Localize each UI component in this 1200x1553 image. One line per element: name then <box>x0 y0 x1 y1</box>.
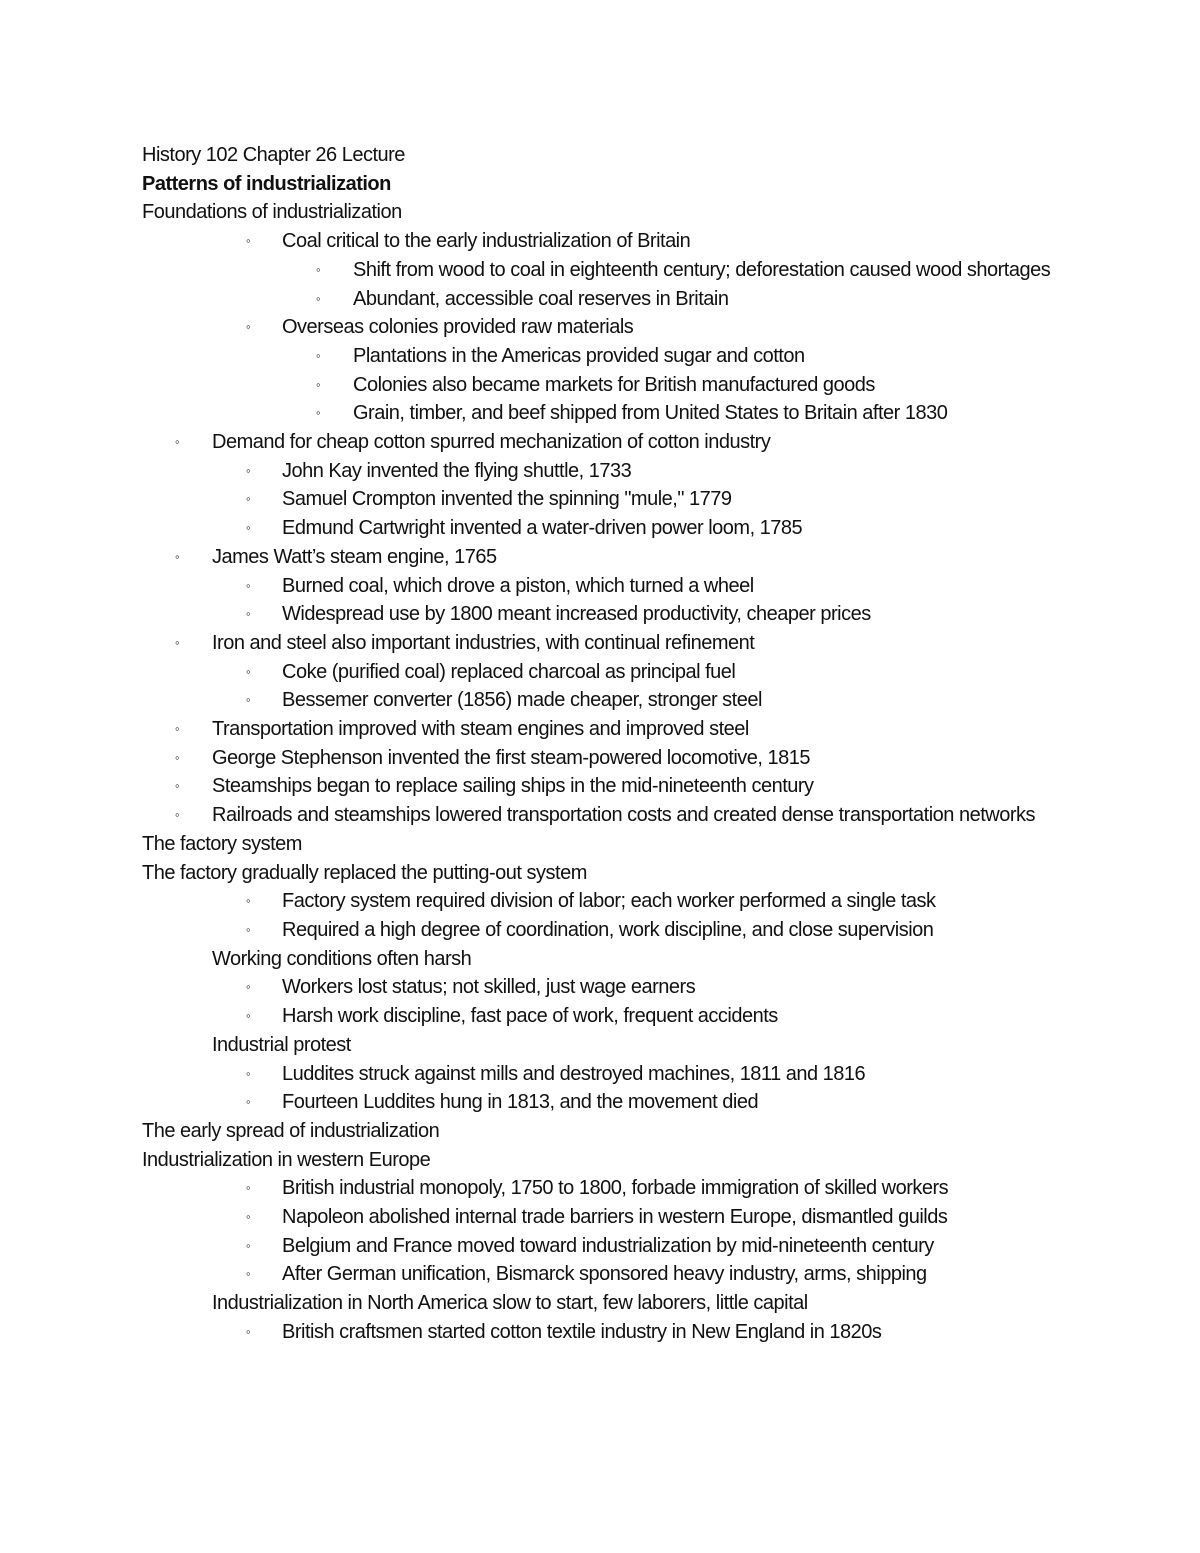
bullet-icon: ◦ <box>246 577 251 593</box>
bullet-icon: ◦ <box>246 1008 251 1024</box>
bullet-icon: ◦ <box>246 1323 251 1339</box>
line-text: Demand for cheap cotton spurred mechanization of cotton industry <box>212 431 771 454</box>
section-heading <box>142 198 1102 227</box>
list-item <box>142 457 1102 486</box>
outline-list <box>142 170 1102 1347</box>
bullet-icon: ◦ <box>246 520 251 536</box>
section-heading <box>142 945 1102 974</box>
bullet-icon: ◦ <box>246 921 251 937</box>
list-item <box>142 313 1102 342</box>
bullet-icon: ◦ <box>246 462 251 478</box>
section-heading <box>142 859 1102 888</box>
list-item <box>142 428 1102 457</box>
line-text: After German unification, Bismarck sponsored heavy industry, arms, shipping <box>282 1263 927 1286</box>
bullet-icon: ◦ <box>246 1209 251 1225</box>
list-item <box>142 1088 1102 1117</box>
bullet-icon: ◦ <box>246 1094 251 1110</box>
bullet-icon: ◦ <box>246 1237 251 1253</box>
line-text: Abundant, accessible coal reserves in Britain <box>353 287 729 310</box>
line-text: The early spread of industrialization <box>142 1119 440 1142</box>
bullet-icon: ◦ <box>246 319 251 335</box>
line-text: Harsh work discipline, fast pace of work, frequent accidents <box>282 1005 778 1028</box>
list-item <box>142 1174 1102 1203</box>
line-text: Railroads and steamships lowered transportation costs and created dense transportation networks <box>212 804 1035 827</box>
bullet-icon: ◦ <box>246 1180 251 1196</box>
line-text: James Watt’s steam engine, 1765 <box>212 545 497 568</box>
line-text: Overseas colonies provided raw materials <box>282 316 634 339</box>
section-heading <box>142 1289 1102 1318</box>
list-item <box>142 801 1102 830</box>
list-item <box>142 342 1102 371</box>
list-item <box>142 1203 1102 1232</box>
line-text: Bessemer converter (1856) made cheaper, stronger steel <box>282 689 762 712</box>
line-text: Samuel Crompton invented the spinning "mule," 1779 <box>282 488 732 511</box>
bullet-icon: ◦ <box>246 233 251 249</box>
line-text: Factory system required division of labor; each worker performed a single task <box>282 890 936 913</box>
bullet-icon: ◦ <box>246 1266 251 1282</box>
line-text: Edmund Cartwright invented a water-driven power loom, 1785 <box>282 517 803 540</box>
line-text: Patterns of industrialization <box>142 172 391 195</box>
bullet-icon: ◦ <box>175 434 180 450</box>
bullet-icon: ◦ <box>175 749 180 765</box>
bullet-icon: ◦ <box>316 290 321 306</box>
document-title: History 102 Chapter 26 Lecture <box>142 144 405 166</box>
line-text: Workers lost status; not skilled, just wage earners <box>282 976 696 999</box>
list-item <box>142 371 1102 400</box>
list-item <box>142 1260 1102 1289</box>
bullet-icon: ◦ <box>175 634 180 650</box>
list-item <box>142 1060 1102 1089</box>
line-text: Belgium and France moved toward industrialization by mid-nineteenth century <box>282 1234 934 1257</box>
list-item <box>142 285 1102 314</box>
bullet-icon: ◦ <box>175 721 180 737</box>
list-item <box>142 686 1102 715</box>
line-text: Foundations of industrialization <box>142 201 402 224</box>
line-text: Plantations in the Americas provided sugar and cotton <box>353 344 805 367</box>
list-item <box>142 256 1102 285</box>
list-item <box>142 916 1102 945</box>
line-text: Colonies also became markets for British manufactured goods <box>353 373 875 396</box>
list-item <box>142 887 1102 916</box>
bullet-icon: ◦ <box>175 548 180 564</box>
bullet-icon: ◦ <box>246 491 251 507</box>
bullet-icon: ◦ <box>246 979 251 995</box>
section-heading <box>142 1117 1102 1146</box>
line-text: Grain, timber, and beef shipped from United States to Britain after 1830 <box>353 402 948 425</box>
line-text: Shift from wood to coal in eighteenth century; deforestation caused wood shortages <box>353 258 1051 281</box>
bullet-icon: ◦ <box>316 261 321 277</box>
bullet-icon: ◦ <box>175 778 180 794</box>
line-text: British craftsmen started cotton textile industry in New England in 1820s <box>282 1320 882 1343</box>
line-text: Industrialization in western Europe <box>142 1148 431 1171</box>
list-item <box>142 514 1102 543</box>
list-item <box>142 772 1102 801</box>
line-text: John Kay invented the flying shuttle, 1733 <box>282 459 632 482</box>
line-text: Steamships began to replace sailing ships in the mid-nineteenth century <box>212 775 814 798</box>
list-item <box>142 485 1102 514</box>
list-item <box>142 629 1102 658</box>
bullet-icon: ◦ <box>316 347 321 363</box>
bullet-icon: ◦ <box>246 606 251 622</box>
list-item <box>142 600 1102 629</box>
lecture-notes <box>142 141 1102 1347</box>
line-text: Transportation improved with steam engines and improved steel <box>212 718 749 741</box>
line-text: Required a high degree of coordination, work discipline, and close supervision <box>282 918 934 941</box>
line-text: The factory gradually replaced the putting-out system <box>142 861 587 884</box>
line-text: Industrialization in North America slow to start, few laborers, little capital <box>212 1292 808 1315</box>
list-item <box>142 399 1102 428</box>
line-text: Coal critical to the early industrialization of Britain <box>282 230 691 253</box>
line-text: Luddites struck against mills and destroyed machines, 1811 and 1816 <box>282 1062 866 1085</box>
list-item <box>142 1318 1102 1347</box>
bullet-icon: ◦ <box>246 1065 251 1081</box>
bullet-icon: ◦ <box>316 376 321 392</box>
bullet-icon: ◦ <box>316 405 321 421</box>
line-text: Coke (purified coal) replaced charcoal as principal fuel <box>282 660 736 683</box>
bullet-icon: ◦ <box>246 692 251 708</box>
line-text: Napoleon abolished internal trade barriers in western Europe, dismantled guilds <box>282 1206 948 1229</box>
list-item <box>142 227 1102 256</box>
list-item <box>142 1002 1102 1031</box>
line-text: George Stephenson invented the first steam-powered locomotive, 1815 <box>212 746 810 769</box>
bullet-icon: ◦ <box>246 893 251 909</box>
section-heading <box>142 1146 1102 1175</box>
line-text: Fourteen Luddites hung in 1813, and the movement died <box>282 1091 759 1114</box>
line-text: Iron and steel also important industries, with continual refinement <box>212 631 755 654</box>
line-text: Burned coal, which drove a piston, which turned a wheel <box>282 574 754 597</box>
list-item <box>142 572 1102 601</box>
list-item <box>142 973 1102 1002</box>
line-text: Working conditions often harsh <box>212 947 472 970</box>
line-text: The factory system <box>142 832 302 855</box>
list-item <box>142 658 1102 687</box>
section-heading <box>142 1031 1102 1060</box>
line-text: Industrial protest <box>212 1033 351 1056</box>
list-item <box>142 543 1102 572</box>
list-item <box>142 715 1102 744</box>
bullet-icon: ◦ <box>246 663 251 679</box>
section-heading <box>142 830 1102 859</box>
list-item <box>142 1232 1102 1261</box>
bullet-icon: ◦ <box>175 807 180 823</box>
list-item <box>142 744 1102 773</box>
section-heading <box>142 170 1102 199</box>
line-text: British industrial monopoly, 1750 to 1800, forbade immigration of skilled workers <box>282 1177 949 1200</box>
line-text: Widespread use by 1800 meant increased productivity, cheaper prices <box>282 603 871 626</box>
